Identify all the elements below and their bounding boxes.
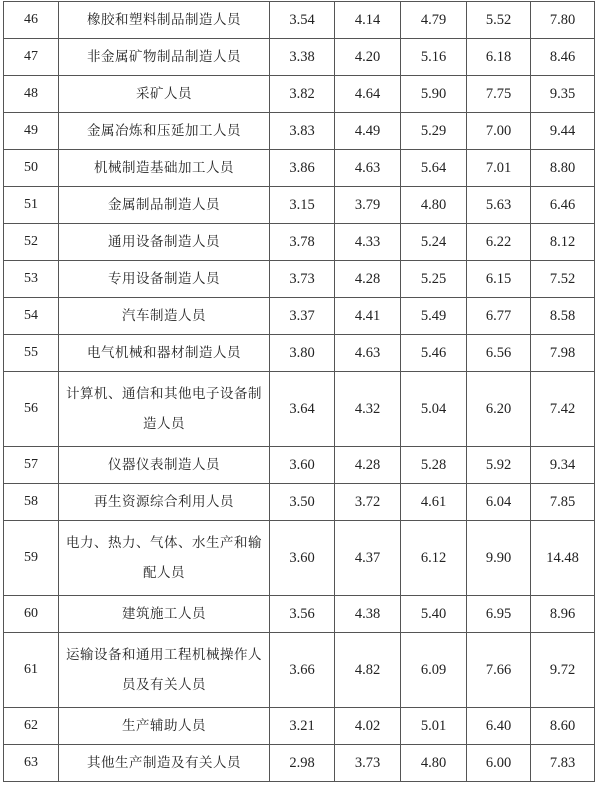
value-cell-5: 14.48 xyxy=(531,521,595,596)
occupation-cell: 汽车制造人员 xyxy=(59,298,270,335)
value-cell-5: 8.60 xyxy=(531,708,595,745)
value-cell-3: 4.80 xyxy=(401,745,467,782)
occupation-cell: 运输设备和通用工程机械操作人员及有关人员 xyxy=(59,633,270,708)
value-cell-4: 7.00 xyxy=(467,113,531,150)
value-cell-4: 6.18 xyxy=(467,39,531,76)
value-cell-2: 4.28 xyxy=(335,261,401,298)
value-cell-5: 8.58 xyxy=(531,298,595,335)
value-cell-1: 3.50 xyxy=(270,484,335,521)
table-row xyxy=(4,633,595,708)
value-cell-4: 7.75 xyxy=(467,76,531,113)
row-number-cell: 48 xyxy=(4,76,59,113)
value-cell-3: 5.40 xyxy=(401,596,467,633)
occupation-cell: 建筑施工人员 xyxy=(59,596,270,633)
row-number-cell: 58 xyxy=(4,484,59,521)
value-cell-2: 4.49 xyxy=(335,113,401,150)
value-cell-2: 4.63 xyxy=(335,150,401,187)
value-cell-3: 5.49 xyxy=(401,298,467,335)
value-cell-5: 7.52 xyxy=(531,261,595,298)
value-cell-2: 4.37 xyxy=(335,521,401,596)
table-row xyxy=(4,224,595,261)
value-cell-1: 3.86 xyxy=(270,150,335,187)
table-row xyxy=(4,150,595,187)
value-cell-3: 4.80 xyxy=(401,187,467,224)
value-cell-1: 3.15 xyxy=(270,187,335,224)
value-cell-3: 5.04 xyxy=(401,372,467,447)
row-number-cell: 63 xyxy=(4,745,59,782)
table-row xyxy=(4,447,595,484)
value-cell-3: 5.25 xyxy=(401,261,467,298)
value-cell-1: 3.37 xyxy=(270,298,335,335)
value-cell-4: 7.01 xyxy=(467,150,531,187)
value-cell-2: 3.73 xyxy=(335,745,401,782)
row-number-cell: 52 xyxy=(4,224,59,261)
value-cell-1: 3.60 xyxy=(270,521,335,596)
value-cell-5: 6.46 xyxy=(531,187,595,224)
value-cell-3: 4.61 xyxy=(401,484,467,521)
table-row xyxy=(4,335,595,372)
value-cell-2: 3.72 xyxy=(335,484,401,521)
table-row xyxy=(4,2,595,39)
value-cell-2: 4.63 xyxy=(335,335,401,372)
row-number-cell: 51 xyxy=(4,187,59,224)
value-cell-1: 3.21 xyxy=(270,708,335,745)
value-cell-4: 9.90 xyxy=(467,521,531,596)
value-cell-3: 5.28 xyxy=(401,447,467,484)
value-cell-2: 4.28 xyxy=(335,447,401,484)
value-cell-5: 9.35 xyxy=(531,76,595,113)
value-cell-3: 6.09 xyxy=(401,633,467,708)
occupation-cell: 计算机、通信和其他电子设备制造人员 xyxy=(59,372,270,447)
value-cell-3: 5.16 xyxy=(401,39,467,76)
table-row xyxy=(4,261,595,298)
value-cell-5: 9.34 xyxy=(531,447,595,484)
value-cell-3: 5.29 xyxy=(401,113,467,150)
value-cell-2: 4.41 xyxy=(335,298,401,335)
value-cell-2: 4.14 xyxy=(335,2,401,39)
occupation-cell: 专用设备制造人员 xyxy=(59,261,270,298)
table-row xyxy=(4,113,595,150)
row-number-cell: 56 xyxy=(4,372,59,447)
value-cell-4: 6.20 xyxy=(467,372,531,447)
occupation-cell: 仪器仪表制造人员 xyxy=(59,447,270,484)
value-cell-1: 3.56 xyxy=(270,596,335,633)
table-row xyxy=(4,484,595,521)
value-cell-4: 5.92 xyxy=(467,447,531,484)
table-row xyxy=(4,298,595,335)
value-cell-5: 8.46 xyxy=(531,39,595,76)
occupation-cell: 金属制品制造人员 xyxy=(59,187,270,224)
occupation-cell: 其他生产制造及有关人员 xyxy=(59,745,270,782)
value-cell-4: 6.04 xyxy=(467,484,531,521)
row-number-cell: 60 xyxy=(4,596,59,633)
table-row xyxy=(4,39,595,76)
value-cell-3: 5.64 xyxy=(401,150,467,187)
value-cell-4: 5.63 xyxy=(467,187,531,224)
value-cell-4: 6.95 xyxy=(467,596,531,633)
value-cell-4: 5.52 xyxy=(467,2,531,39)
value-cell-3: 4.79 xyxy=(401,2,467,39)
value-cell-1: 3.64 xyxy=(270,372,335,447)
value-cell-5: 7.80 xyxy=(531,2,595,39)
row-number-cell: 61 xyxy=(4,633,59,708)
value-cell-2: 4.20 xyxy=(335,39,401,76)
row-number-cell: 50 xyxy=(4,150,59,187)
table-row xyxy=(4,76,595,113)
row-number-cell: 59 xyxy=(4,521,59,596)
value-cell-5: 7.98 xyxy=(531,335,595,372)
value-cell-3: 5.01 xyxy=(401,708,467,745)
value-cell-3: 5.24 xyxy=(401,224,467,261)
value-cell-1: 3.60 xyxy=(270,447,335,484)
value-cell-1: 3.66 xyxy=(270,633,335,708)
wage-table xyxy=(3,1,595,782)
row-number-cell: 53 xyxy=(4,261,59,298)
occupation-cell: 非金属矿物制品制造人员 xyxy=(59,39,270,76)
value-cell-1: 3.38 xyxy=(270,39,335,76)
row-number-cell: 57 xyxy=(4,447,59,484)
row-number-cell: 46 xyxy=(4,2,59,39)
value-cell-5: 8.96 xyxy=(531,596,595,633)
value-cell-2: 4.64 xyxy=(335,76,401,113)
value-cell-4: 6.77 xyxy=(467,298,531,335)
value-cell-2: 4.33 xyxy=(335,224,401,261)
value-cell-1: 3.83 xyxy=(270,113,335,150)
occupation-cell: 生产辅助人员 xyxy=(59,708,270,745)
value-cell-4: 7.66 xyxy=(467,633,531,708)
value-cell-2: 4.02 xyxy=(335,708,401,745)
table-row xyxy=(4,521,595,596)
occupation-cell: 电气机械和器材制造人员 xyxy=(59,335,270,372)
value-cell-5: 9.44 xyxy=(531,113,595,150)
table-row xyxy=(4,708,595,745)
value-cell-1: 3.73 xyxy=(270,261,335,298)
occupation-cell: 电力、热力、气体、水生产和输配人员 xyxy=(59,521,270,596)
row-number-cell: 49 xyxy=(4,113,59,150)
value-cell-1: 3.54 xyxy=(270,2,335,39)
value-cell-2: 4.82 xyxy=(335,633,401,708)
value-cell-4: 6.15 xyxy=(467,261,531,298)
table-row xyxy=(4,745,595,782)
row-number-cell: 47 xyxy=(4,39,59,76)
value-cell-3: 5.46 xyxy=(401,335,467,372)
row-number-cell: 54 xyxy=(4,298,59,335)
table-row xyxy=(4,187,595,224)
occupation-cell: 采矿人员 xyxy=(59,76,270,113)
value-cell-5: 7.85 xyxy=(531,484,595,521)
value-cell-4: 6.22 xyxy=(467,224,531,261)
value-cell-4: 6.40 xyxy=(467,708,531,745)
occupation-cell: 橡胶和塑料制品制造人员 xyxy=(59,2,270,39)
value-cell-2: 4.38 xyxy=(335,596,401,633)
occupation-cell: 再生资源综合利用人员 xyxy=(59,484,270,521)
value-cell-5: 9.72 xyxy=(531,633,595,708)
value-cell-1: 3.78 xyxy=(270,224,335,261)
value-cell-5: 8.80 xyxy=(531,150,595,187)
value-cell-5: 7.42 xyxy=(531,372,595,447)
value-cell-2: 4.32 xyxy=(335,372,401,447)
occupation-cell: 机械制造基础加工人员 xyxy=(59,150,270,187)
value-cell-3: 5.90 xyxy=(401,76,467,113)
row-number-cell: 55 xyxy=(4,335,59,372)
table-body xyxy=(4,2,595,782)
value-cell-1: 3.82 xyxy=(270,76,335,113)
occupation-cell: 金属冶炼和压延加工人员 xyxy=(59,113,270,150)
value-cell-3: 6.12 xyxy=(401,521,467,596)
value-cell-1: 3.80 xyxy=(270,335,335,372)
row-number-cell: 62 xyxy=(4,708,59,745)
value-cell-4: 6.56 xyxy=(467,335,531,372)
value-cell-4: 6.00 xyxy=(467,745,531,782)
occupation-cell: 通用设备制造人员 xyxy=(59,224,270,261)
value-cell-5: 7.83 xyxy=(531,745,595,782)
value-cell-5: 8.12 xyxy=(531,224,595,261)
table-row xyxy=(4,372,595,447)
value-cell-2: 3.79 xyxy=(335,187,401,224)
value-cell-1: 2.98 xyxy=(270,745,335,782)
table-row xyxy=(4,596,595,633)
